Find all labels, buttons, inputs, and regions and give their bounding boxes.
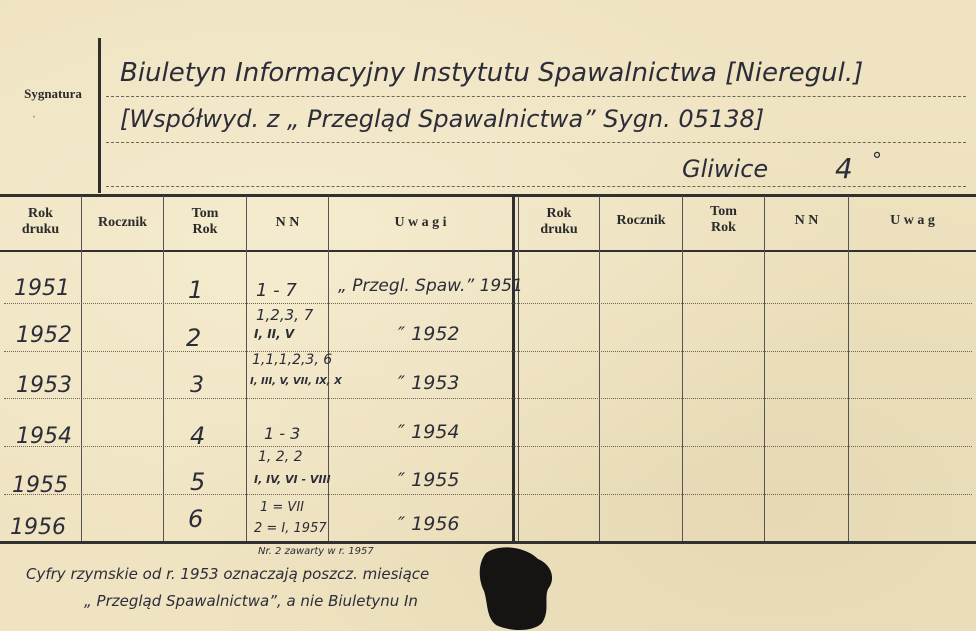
row-nn-extra: I, III, V, VII, IX, X xyxy=(250,376,342,387)
city: Gliwice xyxy=(682,155,769,183)
header-line-1 xyxy=(106,96,966,97)
sygnatura-divider xyxy=(98,38,101,193)
row-nn: 1 - 3 xyxy=(264,424,301,443)
row-line-4 xyxy=(4,446,972,447)
col-line-d xyxy=(328,196,329,541)
row-nn: 1, 2, 2 xyxy=(258,449,303,465)
row-nn: 1 - 7 xyxy=(256,280,297,301)
col-tom-rok-right: Tom Rok xyxy=(710,204,737,235)
header-bottom-line xyxy=(0,250,976,252)
row-uwagi: ″ 1953 xyxy=(398,372,460,394)
col-line-c xyxy=(246,196,247,541)
header-line-2 xyxy=(106,142,966,143)
row-line-1 xyxy=(4,303,972,304)
col-rocznik: Rocznik xyxy=(98,215,147,230)
row-tom: 4 xyxy=(190,422,206,450)
col-uwagi-right: U w a g xyxy=(890,213,935,228)
row-year: 1953 xyxy=(16,373,72,398)
table-top-line xyxy=(0,194,976,197)
row-line-3 xyxy=(4,398,972,399)
col-uwagi: U w a g i xyxy=(394,215,447,230)
card-number: 4 xyxy=(835,152,853,185)
col-line-b xyxy=(163,196,164,541)
col-line-a xyxy=(81,196,82,541)
row-year: 1952 xyxy=(16,323,72,348)
col-rok-druku-right: Rok druku xyxy=(540,206,578,237)
row-nn: 1,2,3, 7 xyxy=(256,306,314,324)
row-nn: 1,1,1,2,3, 6 xyxy=(252,352,333,368)
sygnatura-mark: ˌ xyxy=(32,104,36,118)
row-nn-extra: I, II, V xyxy=(254,327,295,341)
col-line-f xyxy=(682,196,683,541)
footer-note-line-1: Cyfry rzymskie od r. 1953 oznaczają poszcz. miesiące xyxy=(26,565,430,583)
col-rocznik-right: Rocznik xyxy=(616,213,666,228)
title-line-1: Biuletyn Informacyjny Instytutu Spawalnictwa [Nieregul.] xyxy=(120,58,864,88)
row-nn-extra: I, IV, VI - VIII xyxy=(254,473,331,486)
row-nn-extra: 2 = I, 1957 xyxy=(254,521,327,536)
card-number-mark: ° xyxy=(872,148,882,172)
footer-small-note: Nr. 2 zawarty w r. 1957 xyxy=(258,546,374,557)
row-uwagi: ″ 1952 xyxy=(398,323,460,345)
row-year: 1956 xyxy=(10,515,66,540)
row-tom: 2 xyxy=(186,324,202,352)
col-nn-right: N N xyxy=(794,213,819,228)
col-line-e xyxy=(599,196,600,541)
row-tom: 5 xyxy=(190,468,206,496)
header-line-3 xyxy=(106,186,966,187)
row-nn: 1 = VII xyxy=(260,500,304,515)
col-line-g xyxy=(764,196,765,541)
col-line-center xyxy=(512,196,515,541)
table-bottom-line xyxy=(0,541,976,544)
row-uwagi: „ Przegl. Spaw.” 1951 xyxy=(338,276,523,296)
title-line-2: [Współwyd. z „ Przegląd Spawalnictwa” Sygn. 05138] xyxy=(120,105,765,133)
row-line-2 xyxy=(4,351,972,352)
row-tom: 3 xyxy=(190,373,204,398)
row-year: 1951 xyxy=(14,276,70,301)
col-line-center-b xyxy=(518,196,519,541)
row-line-5 xyxy=(4,494,972,495)
ink-blot xyxy=(478,545,556,631)
row-year: 1955 xyxy=(12,473,68,498)
footer-note-line-2: „ Przegląd Spawalnictwa”, a nie Biuletynu In xyxy=(84,592,418,610)
col-rok-druku: Rok druku xyxy=(21,206,60,237)
row-uwagi: ″ 1954 xyxy=(398,421,460,443)
row-year: 1954 xyxy=(16,424,72,449)
sygnatura-label: Sygnatura xyxy=(24,86,82,101)
row-uwagi: ″ 1955 xyxy=(398,469,460,491)
row-tom: 1 xyxy=(188,276,204,304)
col-nn: N N xyxy=(275,215,300,230)
col-line-h xyxy=(848,196,849,541)
row-tom: 6 xyxy=(188,505,204,533)
row-uwagi: ″ 1956 xyxy=(398,513,460,535)
col-tom-rok: Tom Rok xyxy=(191,206,219,237)
